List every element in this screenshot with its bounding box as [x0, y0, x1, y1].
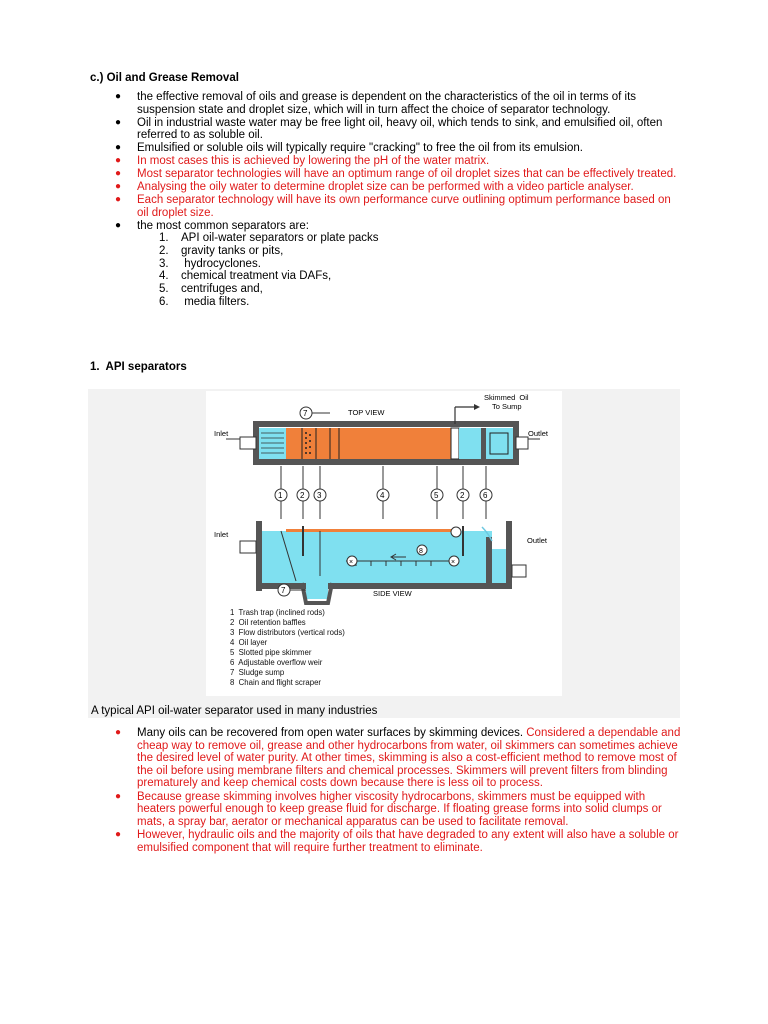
svg-text:×: × — [451, 559, 456, 566]
figure-caption: A typical API oil-water separator used in many industries — [91, 705, 378, 717]
top-oil-region — [286, 428, 451, 459]
bullet-icon: ● — [115, 116, 122, 128]
numbered-item: 5. centrifuges and, — [159, 283, 263, 296]
numbered-item: 2. gravity tanks or pits, — [159, 244, 284, 257]
api-separator-svg — [206, 391, 562, 696]
svg-text:1: 1 — [278, 491, 283, 500]
svg-text:2: 2 — [460, 491, 465, 500]
svg-text:7: 7 — [281, 586, 286, 595]
side-view-label: SIDE VIEW — [373, 589, 412, 598]
top-outlet-pipe — [516, 437, 528, 449]
api-separator-diagram — [206, 391, 562, 696]
bullet-icon: ● — [115, 168, 122, 180]
bullet-icon: ● — [115, 181, 122, 193]
list-item: ● the most common separators are: 1. API oil-water separators or plate packs 2. gravity tanks or pits, 3. hydrocyclones. 4. chemical treatment via DAFs, 5. centrifuges and, 6. media filters. — [137, 220, 682, 308]
svg-text:5: 5 — [434, 491, 439, 500]
separator-numbered-list — [137, 232, 682, 308]
side-outlet-label: Outlet — [527, 536, 548, 545]
side-oil-layer — [286, 529, 456, 532]
svg-text:3: 3 — [317, 491, 322, 500]
top-inlet-label: Inlet — [214, 429, 229, 438]
list-item: ● the effective removal of oils and grease is dependent on the characteristics of the oil in terms of its suspension state and droplet size, which will in turn affect the choice of separator technology. — [115, 91, 637, 116]
legend-item: 8 Chain and flight scraper — [230, 678, 322, 687]
legend-item: 4 Oil layer — [230, 638, 268, 647]
numbered-item: 6. media filters. — [159, 295, 250, 308]
legend-item: 5 Slotted pipe skimmer — [230, 648, 312, 657]
numbered-item: 1. API oil-water separators or plate packs — [159, 232, 379, 245]
list-item: ● Most separator technologies will have an optimum range of oil droplet sizes that can be effectively treated. — [115, 168, 677, 181]
svg-text:×: × — [349, 559, 354, 566]
section-heading-oil-grease: c.) Oil and Grease Removal — [90, 72, 239, 84]
callout-numbers — [278, 491, 488, 500]
bullet-icon: ● — [115, 194, 122, 206]
svg-text:4: 4 — [380, 491, 385, 500]
api-bullet-list — [115, 727, 685, 855]
side-left-wall — [256, 521, 262, 591]
to-sump-label: To Sump — [492, 402, 522, 411]
legend-item: 2 Oil retention baffles — [230, 618, 306, 627]
pipe-skimmer — [451, 527, 461, 537]
sludge-sump — [306, 583, 328, 599]
bullet-icon: ● — [115, 828, 122, 840]
svg-text:7: 7 — [303, 409, 308, 418]
bullet-icon: ● — [115, 155, 122, 167]
skimmed-oil-label: Skimmed Oil — [484, 393, 529, 402]
bullet-icon: ● — [115, 91, 122, 102]
legend-item: 1 Trash trap (inclined rods) — [230, 608, 325, 617]
svg-text:6: 6 — [483, 491, 488, 500]
list-item: ● Oil in industrial waste water may be free light oil, heavy oil, which tends to sink, and emulsified oil, often referred to as soluble oil. — [115, 116, 663, 142]
side-inlet-label: Inlet — [214, 530, 229, 539]
bullet-icon: ● — [115, 790, 122, 802]
numbered-item: 4. chemical treatment via DAFs, — [159, 270, 332, 283]
side-outlet-pipe — [512, 565, 526, 577]
top-outlet-label: Outlet — [528, 429, 549, 438]
svg-text:2: 2 — [300, 491, 305, 500]
list-item: ● In most cases this is achieved by lowering the pH of the water matrix. — [115, 155, 490, 168]
list-item: ● Because grease skimming involves higher viscosity hydrocarbons, skimmers must be equipped with heaters powerful enough to keep grease fluid for discharge. If floating grease forms into solid clumps or mats, a spray bar, aerator or mechanical apparatus can be used to facilitate removal. — [115, 790, 662, 828]
legend-item: 6 Adjustable overflow weir — [230, 658, 323, 667]
svg-text:8: 8 — [419, 548, 423, 555]
list-item: ● However, hydraulic oils and the majority of oils that have degraded to any extent will also have a soluble or emulsified component that will require further treatment to eliminate. — [115, 828, 679, 854]
side-inlet-pipe — [240, 541, 256, 553]
oil-grease-bullet-list — [115, 91, 682, 308]
bullet-icon: ● — [115, 727, 122, 738]
diagram-legend — [230, 608, 345, 687]
numbered-item: 3. hydrocyclones. — [159, 257, 261, 270]
bullet-icon: ● — [115, 142, 122, 154]
bullet-icon: ● — [115, 219, 122, 231]
legend-item: 7 Sludge sump — [230, 668, 285, 677]
side-right-wall — [506, 521, 512, 589]
legend-item: 3 Flow distributors (vertical rods) — [230, 628, 345, 637]
list-item: ● Analysing the oily water to determine droplet size can be performed with a video particle analyser. — [115, 181, 634, 194]
top-view-label: TOP VIEW — [348, 408, 385, 417]
list-item: ● Each separator technology will have its own performance curve outlining optimum performance based on oil droplet size. — [115, 194, 671, 219]
top-inlet-pipe — [240, 437, 256, 449]
list-item: ● Emulsified or soluble oils will typically require "cracking" to free the oil from its emulsion. — [115, 142, 583, 155]
list-item: ● Many oils can be recovered from open water surfaces by skimming devices. Considered a dependable and cheap way to remove oil, grease and other hydrocarbons from water, oil skimmers can sometimes achieve the desired level of water purity. At other times, skimming is also a cost-efficient method to remove most of the oil before using membrane filters and chemical processes. Skimmers will prevent filters from blinding prematurely and keep chemical costs down because there is less oil to process. — [115, 727, 681, 790]
skimmer-slot — [451, 428, 459, 459]
overflow-weir — [486, 537, 492, 583]
section-heading-api-separators: 1. API separators — [90, 361, 187, 373]
